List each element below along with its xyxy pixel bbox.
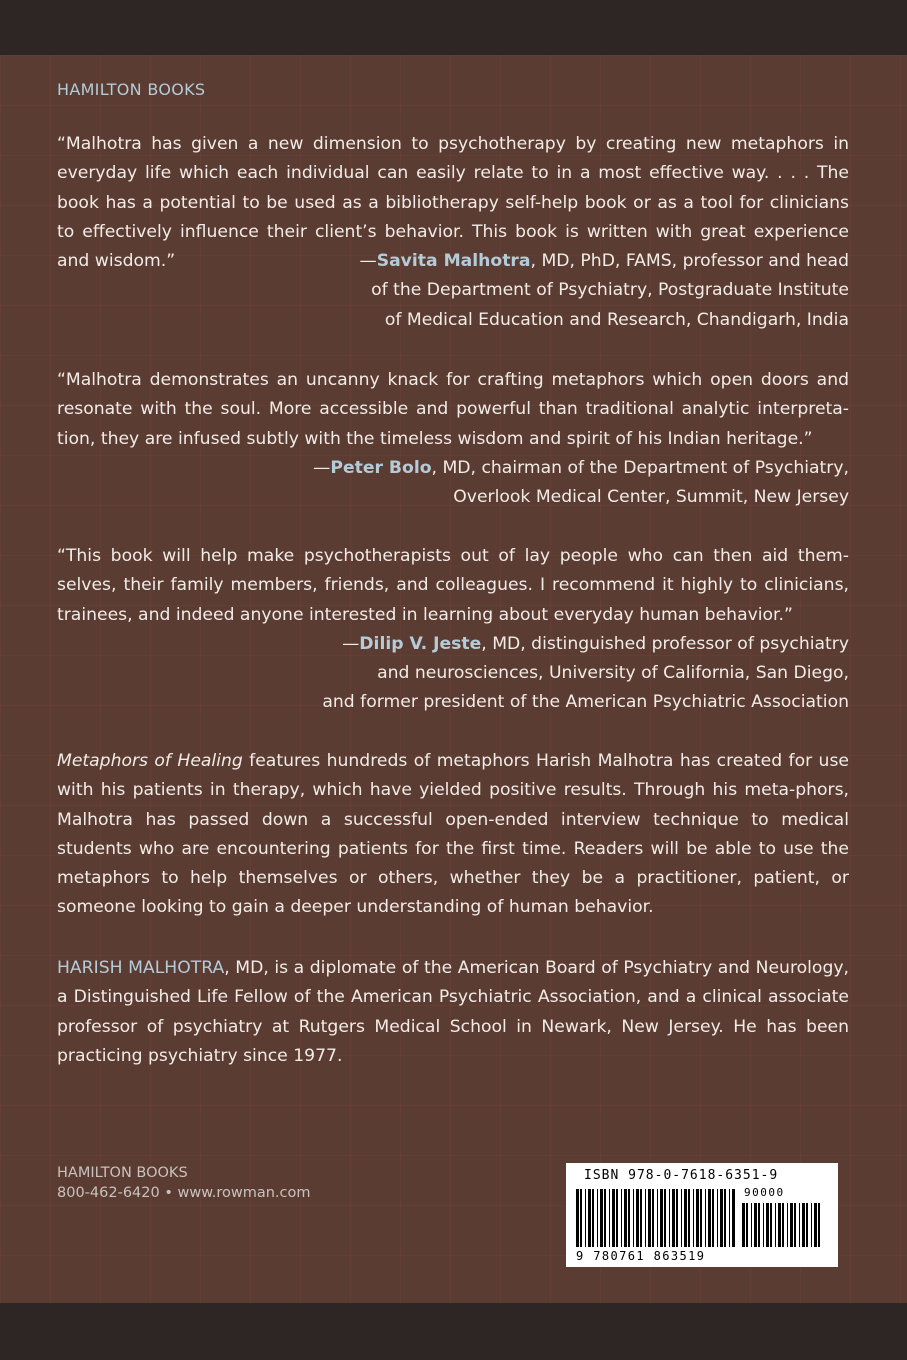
barcode-bar bbox=[766, 1203, 769, 1247]
quote-text: “This book will help make psychotherapists out of lay people who can then aid them-selves, their family members, friends, and colleagues. I recommend it highly to clinicians, trainees, and indeed anyone interested in learning about everyday human behavior.” bbox=[57, 546, 849, 625]
author-bio-text: , MD, is a diplomate of the American Board of Psychiatry and Neurology, a Distinguished Life Fellow of the American Psychiatric Association, and a clinical associate professor of psychiatry at Rutgers Medical School in Newark, New Jersey. He has been practicing psychiatry since 1977. bbox=[57, 958, 849, 1066]
review-quote-1 bbox=[57, 130, 849, 335]
reviewer-name: Dilip V. Jeste bbox=[359, 633, 482, 654]
publisher-imprint: HAMILTON BOOKS bbox=[57, 80, 206, 99]
barcode-bar bbox=[700, 1189, 702, 1247]
barcode-bar bbox=[604, 1189, 606, 1247]
review-quote-3 bbox=[57, 542, 849, 718]
barcode-bar bbox=[681, 1189, 682, 1247]
attribution-line: , MD, chairman of the Department of Psychiatry, bbox=[431, 457, 849, 478]
barcode-bar bbox=[592, 1189, 594, 1247]
em-dash: — bbox=[342, 633, 360, 654]
barcode-bar bbox=[754, 1203, 757, 1247]
review-quote-2 bbox=[57, 366, 849, 512]
barcode-bar bbox=[648, 1189, 651, 1247]
barcode-bar bbox=[775, 1203, 776, 1247]
barcode-bar bbox=[612, 1189, 615, 1247]
barcode-bar bbox=[724, 1189, 726, 1247]
barcode-bar bbox=[720, 1189, 723, 1247]
barcode-bar bbox=[669, 1189, 670, 1247]
attribution-line: and former president of the American Psychiatric Association bbox=[322, 692, 849, 713]
barcode-bar bbox=[770, 1203, 772, 1247]
em-dash: — bbox=[359, 251, 377, 272]
barcode-bar bbox=[717, 1189, 718, 1247]
attribution-line: , MD, PhD, FAMS, professor and head bbox=[530, 251, 849, 272]
barcode-bar bbox=[758, 1203, 760, 1247]
barcode-bar bbox=[624, 1189, 627, 1247]
reviewer-name: Peter Bolo bbox=[330, 457, 432, 478]
barcode-bar bbox=[708, 1189, 711, 1247]
author-bio bbox=[57, 954, 849, 1071]
barcode-bar bbox=[588, 1189, 591, 1247]
barcode-bar bbox=[616, 1189, 618, 1247]
quote-attribution bbox=[57, 454, 849, 513]
attribution-line: Overlook Medical Center, Summit, New Jersey bbox=[453, 487, 849, 508]
barcode-bar bbox=[657, 1189, 658, 1247]
attribution-line: of Medical Education and Research, Chandigarh, India bbox=[384, 309, 849, 330]
isbn-number: ISBN 978-0-7618-6351-9 bbox=[584, 1168, 779, 1183]
barcode-bar bbox=[732, 1189, 735, 1247]
barcode-bar bbox=[712, 1189, 714, 1247]
price-barcode-bars bbox=[742, 1203, 822, 1249]
barcode-bar bbox=[818, 1203, 820, 1247]
barcode-bar bbox=[742, 1203, 745, 1247]
barcode-bar bbox=[794, 1203, 796, 1247]
barcode-bar bbox=[645, 1189, 646, 1247]
barcode-bar bbox=[751, 1203, 752, 1247]
barcode-bar bbox=[621, 1189, 622, 1247]
barcode-bar bbox=[746, 1203, 748, 1247]
description-text: features hundreds of metaphors Harish Malhotra has created for use with his patients in therapy, which have yielded positive results. Through his meta-phors, Malhotra has passed down a successful open-ended interview technique to medical students who are encountering patients for the first time. Readers will be able to use the metaphors to help themselves or others, whether they be a practitioner, patient, or someone looking to gain a deeper understanding of human behavior. bbox=[57, 751, 849, 918]
book-title: Metaphors of Healing bbox=[57, 751, 243, 771]
quote-text: “Malhotra has given a new dimension to psychotherapy by creating new metaphors in everyday life which each individual can easily relate to in a most effective way. . . . The book has a potential to be used as a bibliotherapy self-help book or as a tool for clinicians to effectively influence their client’s behavior. This book is written with great experience and wisdom.” bbox=[57, 134, 849, 272]
barcode-bar bbox=[763, 1203, 764, 1247]
barcode-bar bbox=[799, 1203, 800, 1247]
quote-attribution bbox=[57, 247, 849, 335]
barcode-bar bbox=[660, 1189, 663, 1247]
top-border bbox=[0, 0, 907, 55]
attribution-line: of the Department of Psychiatry, Postgraduate Institute bbox=[371, 280, 849, 301]
barcode-bar bbox=[729, 1189, 730, 1247]
barcode-bar bbox=[597, 1189, 598, 1247]
reviewer-name: Savita Malhotra bbox=[376, 251, 531, 272]
barcode-bar bbox=[676, 1189, 678, 1247]
barcode-bar bbox=[633, 1189, 634, 1247]
barcode-bar bbox=[585, 1189, 586, 1247]
barcode-bar bbox=[580, 1189, 582, 1247]
barcode-bar bbox=[576, 1189, 579, 1247]
author-name: HARISH MALHOTRA bbox=[57, 958, 225, 978]
barcode-bar bbox=[628, 1189, 630, 1247]
barcode-bar bbox=[811, 1203, 812, 1247]
barcode-bar bbox=[640, 1189, 642, 1247]
em-dash: — bbox=[313, 457, 331, 478]
isbn-barcode bbox=[566, 1163, 838, 1267]
barcode-bar bbox=[688, 1189, 690, 1247]
barcode-bar bbox=[806, 1203, 808, 1247]
quote-text: “Malhotra demonstrates an uncanny knack for crafting metaphors which open doors and resonate with the soul. More accessible and powerful than traditional analytic interpreta-tion, they are infused subtly with the timeless wisdom and spirit of his Indian heritage.” bbox=[57, 370, 849, 449]
ean-digits: 9 780761 863519 bbox=[576, 1249, 706, 1263]
barcode-bar bbox=[696, 1189, 699, 1247]
attribution-line: and neurosciences, University of California, San Diego, bbox=[377, 663, 849, 684]
bottom-border bbox=[0, 1303, 907, 1360]
footer-contact: 800-462-6420 • www.rowman.com bbox=[57, 1185, 311, 1201]
ean-barcode-bars bbox=[576, 1189, 736, 1249]
barcode-bar bbox=[790, 1203, 793, 1247]
attribution-line: , MD, distinguished professor of psychiatry bbox=[481, 633, 849, 654]
barcode-bar bbox=[609, 1189, 610, 1247]
barcode-bar bbox=[693, 1189, 694, 1247]
barcode-bar bbox=[802, 1203, 805, 1247]
barcode-bar bbox=[652, 1189, 654, 1247]
barcode-bar bbox=[600, 1189, 603, 1247]
book-description bbox=[57, 747, 849, 923]
footer-publisher bbox=[57, 1163, 311, 1203]
barcode-bar bbox=[782, 1203, 784, 1247]
barcode-bar bbox=[778, 1203, 781, 1247]
price-code: 90000 bbox=[744, 1186, 785, 1199]
footer-imprint-name: HAMILTON BOOKS bbox=[57, 1165, 188, 1181]
barcode-bar bbox=[787, 1203, 788, 1247]
barcode-bar bbox=[664, 1189, 666, 1247]
barcode-bar bbox=[814, 1203, 817, 1247]
barcode-bar bbox=[684, 1189, 687, 1247]
barcode-bar bbox=[705, 1189, 706, 1247]
barcode-bar bbox=[672, 1189, 675, 1247]
barcode-bar bbox=[636, 1189, 639, 1247]
quote-attribution bbox=[57, 630, 849, 718]
